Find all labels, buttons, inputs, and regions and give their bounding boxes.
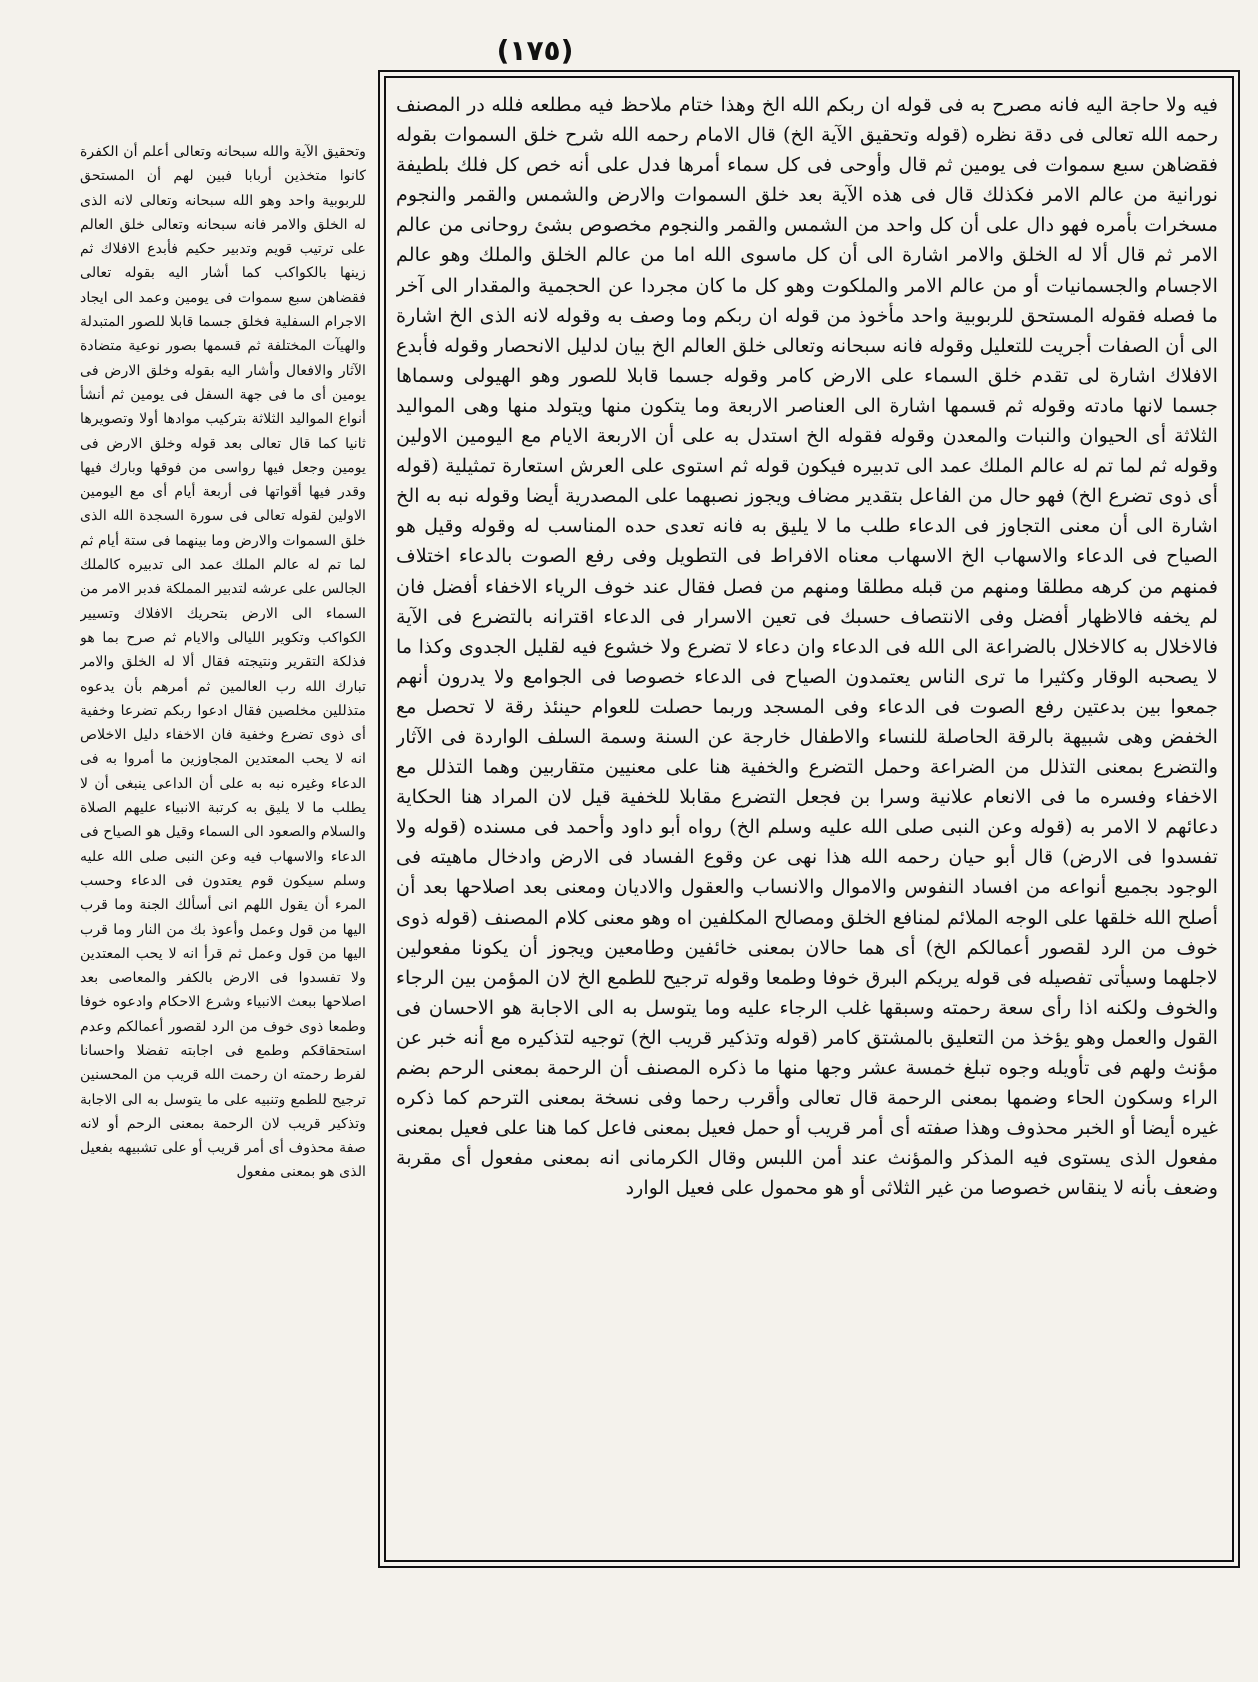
main-text-paragraph: فيه ولا حاجة اليه فانه مصرح به فى قوله ان ربكم الله الخ وهذا ختام ملاحظ فيه مطلعه فلله در المصنف رحمه الله تعالى فى دقة نظره (قوله وتحقيق الآية الخ) قال الامام رحمه الله شرح خلق السموات بقوله فقضاهن سبع سموات فى يومين ثم قال وأوحى فى كل سماء أمرها فدل على أنه خص كل فلك بلطيفة نورانية من عالم الامر فكذلك قال فى هذه الآية بعد خلق السموات والارض والشمس والقمر والنجوم مسخرات بأمره فهو دال على أن كل واحد من الشمس والقمر والنجوم مخصوص بشئ روحانى من عالم الامر ثم قال ألا له الخلق والامر اشارة الى أن كل ماسوى الله اما من عالم الخلق والملك وهو عالم الاجسام والجسمانيات أو من عالم الامر والملكوت وهو كل ما كان مجردا عن الحجمية والمقدار الى آخر ما فصله فقوله المستحق للربوبية واحد مأخوذ من قوله ان ربكم وما وصف به وقوله لانه الذى الخ اشارة الى أن الصفات أجريت للتعليل وقوله فانه سبحانه وتعالى خلق العالم الخ بيان لدليل الانحصار وقوله فأبدع الافلاك اشارة لى تقدم خلق السماء على الارض كامر وقوله جسما قابلا للصور وهو الهيولى وسماها جسما لانها مادته وقوله ثم قسمها اشارة الى العناصر الاربعة وما يتكون منها ويتولد منها وهى المواليد الثلاثة أى الحيوان والنبات والمعدن وقوله فقوله الخ استدل به على أن الاربعة الايام مع اليومين الاولين وقوله ثم لما تم له عالم الملك عمد الى تدبيره فيكون قوله ثم استوى على العرش استعارة تمثيلية (قوله أى ذوى تضرع الخ) فهو حال من الفاعل بتقدير مضاف ويجوز نصبهما على المصدرية أيضا وقوله نبه به الخ اشارة الى أن معنى التجاوز فى الدعاء طلب ما لا يليق به فانه تعدى حده المناسب له وقوله وقيل هو الصياح فى الدعاء والاسهاب الخ الاسهاب معناه الافراط فى التطويل وفى رفع الصوت بالدعاء اختلاف فمنهم من كرهه مطلقا ومنهم من قبله مطلقا ومنهم من فصل فقال عند خوف الرياء الاخفاء أفضل فان لم يخفه فالاظهار أفضل وفى الانتصاف حسبك فى تعين الاسرار فى الدعاء اقترانه بالتضرع فى الآية فالاخلال به كالاخلال بالضراعة الى الله فى الدعاء وان دعاء لا تضرع ولا خشوع فيه لقليل الجدوى وكذا ما لا يصحبه الوقار وكثيرا ما ترى الناس يعتمدون الصياح فى الدعاء خصوصا فى الجوامع ولا يدرون أنهم جمعوا بين بدعتين رفع الصوت فى الدعاء وفى المسجد وربما حصلت للعوام حينئذ رقة لا تحصل مع الخفض وهى شبيهة بالرقة الحاصلة للنساء والاطفال خارجة عن السنة وسمة السلف الواردة فى الآثار والتضرع بمعنى التذلل من الضراعة وحمل التضرع والخفية هنا على معنيين متقاربين وهما التذلل مع الاخفاء وفسره ما فى الانعام علانية وسرا بن فجعل التضرع مقابلا للخفية قيل لان المراد هنا الحكاية دعائهم لا الامر به (قوله وعن النبى صلى الله عليه وسلم الخ) رواه أبو داود وأحمد فى مسنده (قوله ولا تفسدوا فى الارض) قال أبو حيان رحمه الله هذا نهى عن وقوع الفساد فى الارض وادخال ماهيته فى الوجود بجميع أنواعه من افساد النفوس والاموال والانساب والعقول والاديان ومعنى بعد اصلاحها بعد أن أصلح الله خلقها على الوجه الملائم لمنافع الخلق ومصالح المكلفين اه وهو معنى كلام المصنف (قوله ذوى خوف من الرد لقصور أعمالكم الخ) أى هما حالان بمعنى خائفين وطامعين ويجوز أن يكونا مفعولين لاجلهما وسيأتى تفصيله فى قوله يريكم البرق خوفا وطمعا وقوله ترجيح للطمع الخ لان المؤمن بين الرجاء والخوف ولكنه اذا رأى سعة رحمته وسبقها غلب الرجاء عليه وما يتوسل به الى الاجابة هو الاحسان فى القول والعمل وهو يؤخذ من التعليق بالمشتق كامر (قوله وتذكير قريب الخ) توجيه لتذكيره مع أنه خبر عن مؤنث ولهم فى تأويله وجوه تبلغ خمسة عشر وجها منها ما ذكره المصنف أن الرحمة بمعنى الرحم بضم الراء وسكون الحاء وضمها بمعنى الرحمة قال تعالى وأقرب رحما وفى نسخة بمعنى الترحم كما ذكره غيره أيضا أو الخبر محذوف وهذا صفته أى أمر قريب أو حمل فعيل بمعنى فاعل كما هنا على فعيل بمعنى مفعول الذى يستوى فيه المذكر والمؤنث عند أمن اللبس وقال الكرمانى انه بمعنى مفعول أى مقربة وضعف بأنه لا ينقاس خصوصا من غير الثلاثى أو هو محمول على فعيل الوارد bbox=[396, 93, 1218, 1200]
margin-text-paragraph: وتحقيق الآية والله سبحانه وتعالى أعلم أن الكفرة كانوا متخذين أربابا فبين لهم أن المستحق للربوبية واحد وهو الله سبحانه وتعالى لانه الذى له الخلق والامر فانه سبحانه وتعالى خلق العالم على ترتيب قويم وتدبير حكيم فأبدع الافلاك ثم زينها بالكواكب كما أشار اليه بقوله تعالى فقضاهن سبع سموات فى يومين وعمد الى ايجاد الاجرام السفلية فخلق جسما قابلا للصور المتبدلة والهيآت المختلفة ثم قسمها بصور نوعية متضادة الآثار والافعال وأشار اليه بقوله وخلق الارض فى يومين أى ما فى جهة السفل فى يومين ثم أنشأ أنواع المواليد الثلاثة بتركيب موادها أولا وتصويرها ثانيا كما قال تعالى بعد قوله وخلق الارض فى يومين وجعل فيها رواسى من فوقها وبارك فيها وقدر فيها أقواتها فى أربعة أيام أى مع اليومين الاولين لقوله تعالى فى سورة السجدة الله الذى خلق السموات والارض وما بينهما فى ستة أيام ثم لما تم له عالم الملك عمد الى تدبيره كالملك الجالس على عرشه لتدبير المملكة فدبر الامر من السماء الى الارض بتحريك الافلاك وتسيير الكواكب وتكوير الليالى والايام ثم صرح بما هو فذلكة التقرير ونتيجته فقال ألا له الخلق والامر تبارك الله رب العالمين ثم أمرهم بأن يدعوه متذللين مخلصين فقال ادعوا ربكم تضرعا وخفية أى ذوى تضرع وخفية فان الاخفاء دليل الاخلاص انه لا يحب المعتدين المجاوزين ما أمروا به فى الدعاء وغيره نبه به على أن الداعى ينبغى أن لا يطلب ما لا يليق به كرتبة الانبياء عليهم الصلاة والسلام والصعود الى السماء وقيل هو الصياح فى الدعاء والاسهاب فيه وعن النبى صلى الله عليه وسلم سيكون قوم يعتدون فى الدعاء وحسب المرء أن يقول اللهم انى أسألك الجنة وما قرب اليها من قول وعمل وأعوذ بك من النار وما قرب اليها من قول وعمل ثم قرأ انه لا يحب المعتدين ولا تفسدوا فى الارض بالكفر والمعاصى بعد اصلاحها ببعث الانبياء وشرع الاحكام وادعوه خوفا وطمعا ذوى خوف من الرد لقصور أعمالكم وعدم استحقاقكم وطمع فى اجابته تفضلا واحسانا لفرط رحمته ان رحمت الله قريب من المحسنين ترجيح للطمع وتنبيه على ما يتوسل به الى الاجابة وتذكير قريب لان الرحمة بمعنى الرحم أو لانه صفة محذوف أى أمر قريب أو على تشبيهه بفعيل الذى هو بمعنى مفعول bbox=[80, 144, 366, 1181]
margin-commentary bbox=[80, 140, 366, 1440]
main-text bbox=[396, 90, 1218, 1546]
page-number: (١٧٥) bbox=[496, 34, 574, 67]
